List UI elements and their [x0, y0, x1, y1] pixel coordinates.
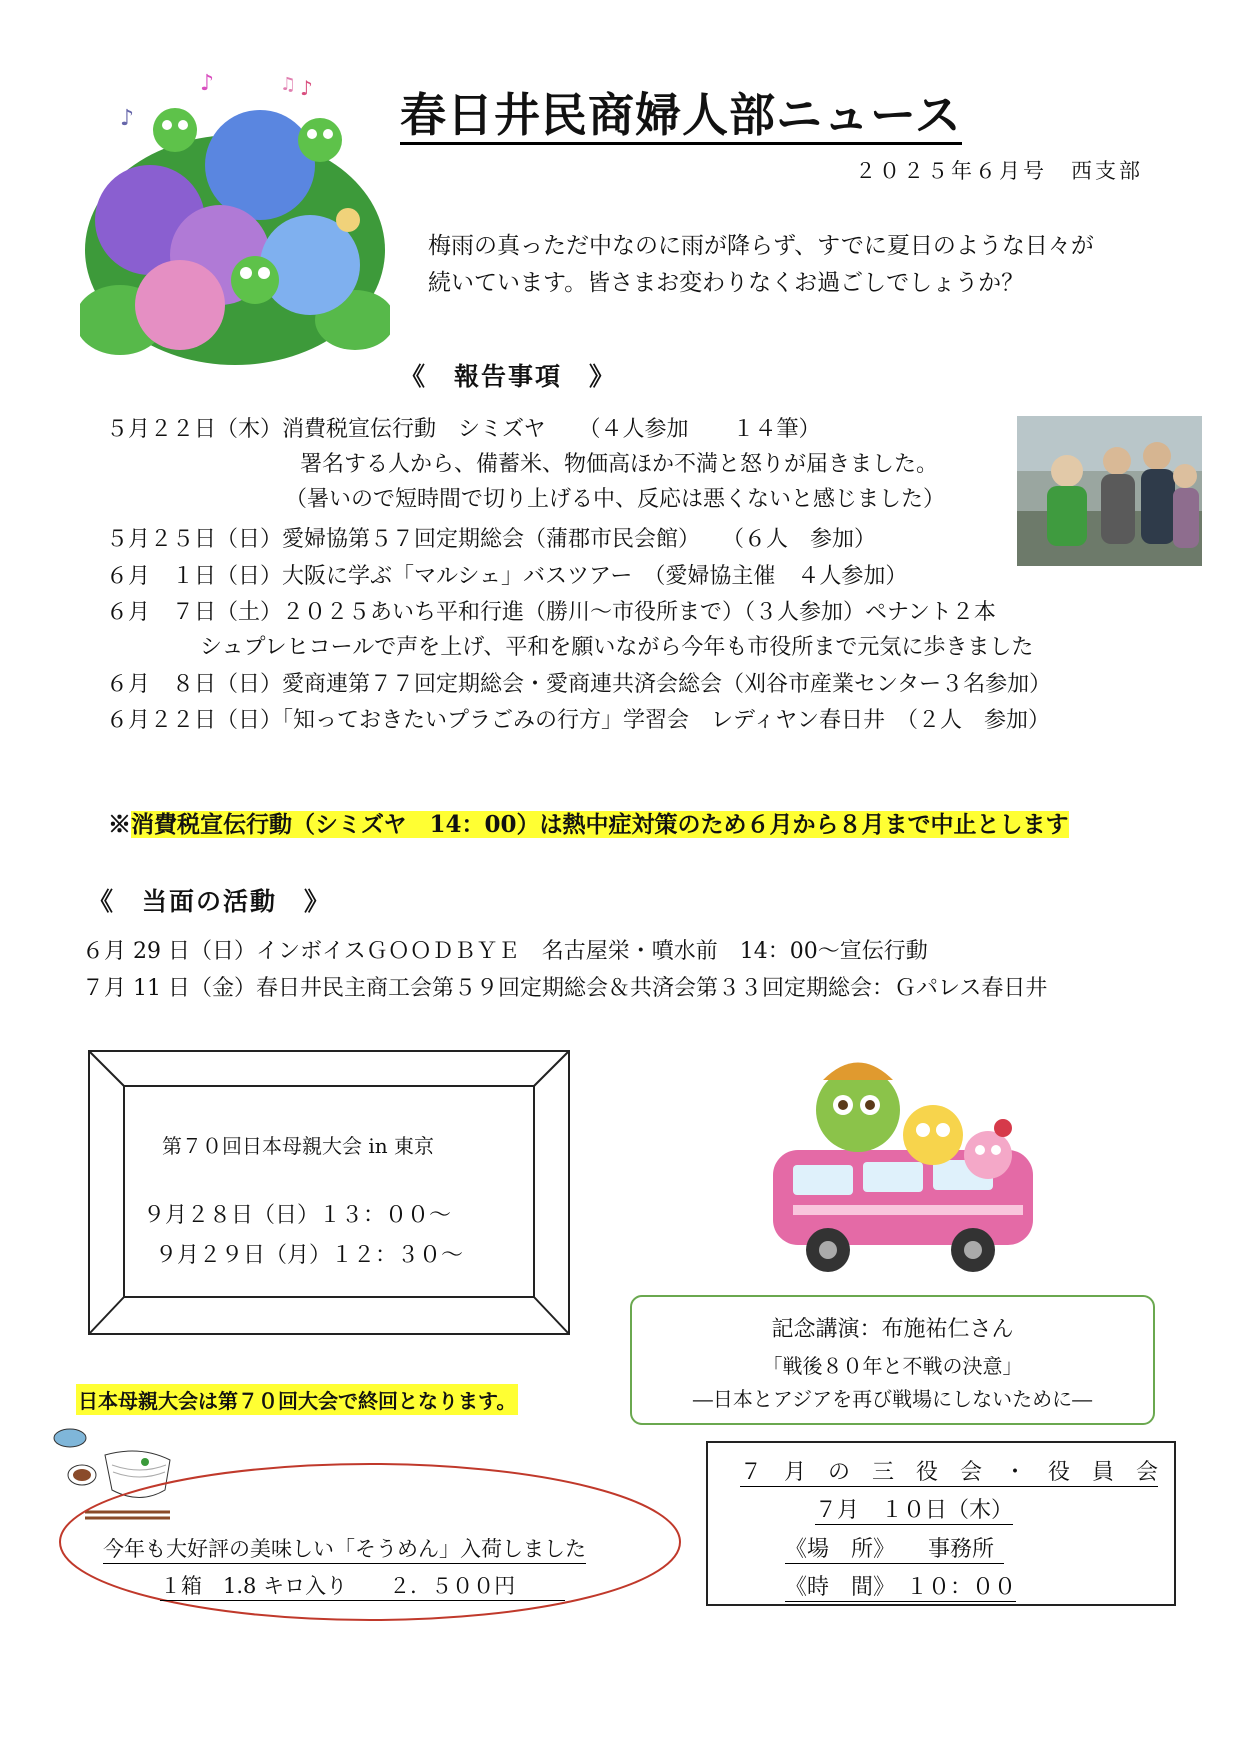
report-line: （暑いので短時間で切り上げる中、反応は悪くないと感じました）: [285, 487, 946, 512]
meeting-date: ７月 １０日（木）: [815, 1493, 1013, 1525]
page-title: 春日井民商婦人部ニュース: [400, 88, 962, 145]
report-line: ５月２５日（日）愛婦協第５７回定期総会（蒲郡市民会館） （６人 参加）: [106, 527, 877, 552]
somen-announcement: 今年も大好評の美味しい「そうめん」入荷しました: [103, 1533, 586, 1564]
report-line: シュプレヒコールで声を上げ、平和を願いながら今年も市役所まで元気に歩きました: [200, 635, 1034, 660]
lecture-subtitle: ―日本とアジアを再び戦場にしないために―: [692, 1387, 1093, 1411]
svg-text:♪: ♪: [200, 71, 215, 96]
lecture-speaker: 記念講演：布施祐仁さん: [771, 1317, 1014, 1342]
suspension-notice: [108, 806, 1069, 839]
hydrangea-frogs-illustration: [80, 70, 390, 370]
participants-photo: [1017, 416, 1202, 566]
issue-date: ２０２５年６月号 西支部: [855, 159, 1143, 183]
upcoming-heading: 《 当面の活動 》: [88, 887, 332, 916]
upcoming-line: ６月 29 日（日）インボイスＧＯＯＤＢＹＥ 名古屋栄・噴水前 14：00～宣伝行動: [82, 939, 928, 964]
intro-line: 続いています。皆さまお変わりなくお過ごしでしょうか？: [428, 270, 1025, 296]
report-line: 署名する人から、備蓄米、物価高ほか不満と怒りが届きました。: [300, 452, 939, 477]
svg-text:♪: ♪: [120, 106, 135, 131]
report-line: ６月２２日（日）「知っておきたいプラごみの行方」学習会 レディヤン春日井 （２人 参加）: [106, 708, 1051, 733]
report-line: ５月２２日（木）消費税宣伝行動 シミズヤ （４人参加 １４筆）: [106, 417, 821, 442]
upcoming-line: ７月 11 日（金）春日井民主商工会第５９回定期総会＆共済会第３３回定期総会：Ｇパレス春日井: [82, 976, 1048, 1001]
intro-text: [428, 228, 1148, 302]
notice-text: 消費税宣伝行動（シミズヤ 14：00）は熱中症対策のため６月から８月まで中止とします: [131, 811, 1069, 838]
meeting-time: 《時 間》 １０：００: [785, 1570, 1016, 1602]
final-conference-note: 日本母親大会は第７０回大会で終回となります。: [76, 1384, 518, 1415]
lecture-title: 「戦後８０年と不戦の決意」: [762, 1354, 1023, 1378]
meeting-place: 《場 所》 事務所: [785, 1532, 1004, 1564]
somen-price: １箱 1.8 キロ入り ２．５００円: [160, 1570, 565, 1601]
svg-text:♫: ♫: [280, 74, 297, 95]
notice-mark: ※: [108, 811, 131, 838]
conference-date: ９月２８日（日）１３：００～: [143, 1203, 452, 1228]
mothers-conference-frame: [88, 1050, 570, 1335]
report-line: ６月 ７日（土）２０２５あいち平和行進（勝川～市役所まで）（３人参加）ペナント２本: [106, 600, 996, 625]
svg-text:♪: ♪: [300, 76, 313, 100]
bus-mascots-illustration: [758, 1050, 1058, 1280]
conference-date: ９月２９日（月）１２：３０～: [155, 1243, 464, 1268]
meeting-title: ７ 月 の 三 役 会 ・ 役 員 会: [740, 1455, 1158, 1487]
intro-line: 梅雨の真っただ中なのに雨が降らず、すでに夏日のような日々が: [428, 233, 1094, 259]
conference-title: 第７０回日本母親大会 in 東京: [162, 1134, 434, 1158]
report-line: ６月 １日（日）大阪に学ぶ「マルシェ」バスツアー （愛婦協主催 ４人参加）: [106, 564, 908, 589]
report-line: ６月 ８日（日）愛商連第７７回定期総会・愛商連共済会総会（刈谷市産業センター３名参加）: [106, 672, 1052, 697]
reports-heading: 《 報告事項 》: [400, 362, 617, 391]
